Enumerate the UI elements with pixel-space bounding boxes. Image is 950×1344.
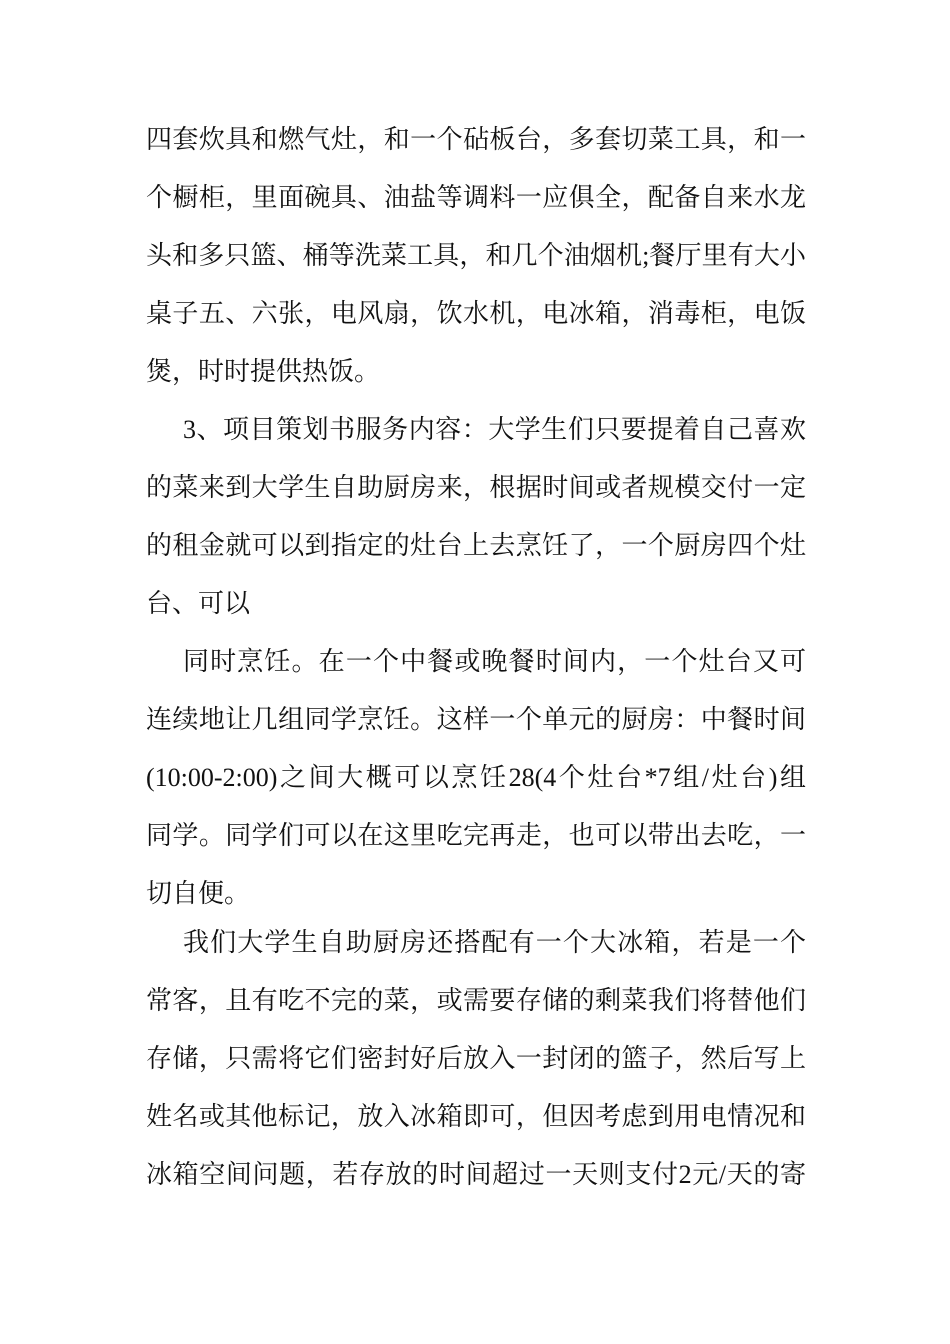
paragraph-2-line: 的菜来到大学生自助厨房来，根据时间或者规模交付一定 xyxy=(146,473,806,502)
paragraph-2-line: 的租金就可以到指定的灶台上去烹饪了，一个厨房四个灶 xyxy=(146,531,806,560)
paragraph-4-line: 姓名或其他标记，放入冰箱即可，但因考虑到用电情况和 xyxy=(146,1102,806,1131)
paragraph-1-line: 煲，时时提供热饭。 xyxy=(146,357,381,386)
paragraph-2-line: 3、项目策划书服务内容：大学生们只要提着自己喜欢 xyxy=(183,415,806,444)
paragraph-3-line: 切自便。 xyxy=(146,879,251,908)
paragraph-3-line: 连续地让几组同学烹饪。这样一个单元的厨房：中餐时间 xyxy=(146,705,806,734)
paragraph-3-line: 同时烹饪。在一个中餐或晚餐时间内，一个灶台又可 xyxy=(183,647,806,676)
paragraph-4-line: 冰箱空间问题，若存放的时间超过一天则支付2元/天的寄 xyxy=(146,1160,806,1189)
paragraph-4-line: 我们大学生自助厨房还搭配有一个大冰箱，若是一个 xyxy=(183,928,806,957)
paragraph-4-line: 存储，只需将它们密封好后放入一封闭的篮子，然后写上 xyxy=(146,1044,806,1073)
paragraph-4-line: 常客，且有吃不完的菜，或需要存储的剩菜我们将替他们 xyxy=(146,986,806,1015)
paragraph-2-line: 台、可以 xyxy=(146,589,251,618)
paragraph-3-line: 同学。同学们可以在这里吃完再走，也可以带出去吃，一 xyxy=(146,821,806,850)
paragraph-1-line: 四套炊具和燃气灶，和一个砧板台，多套切菜工具，和一 xyxy=(146,125,806,154)
paragraph-1-line: 头和多只篮、桶等洗菜工具，和几个油烟机;餐厅里有大小 xyxy=(146,241,806,270)
paragraph-3-line: (10:00-2:00)之间大概可以烹饪28(4个灶台*7组/灶台)组 xyxy=(146,763,806,792)
paragraph-1-line: 桌子五、六张，电风扇，饮水机，电冰箱，消毒柜，电饭 xyxy=(146,299,806,328)
paragraph-1-line: 个橱柜，里面碗具、油盐等调料一应俱全，配备自来水龙 xyxy=(146,183,806,212)
